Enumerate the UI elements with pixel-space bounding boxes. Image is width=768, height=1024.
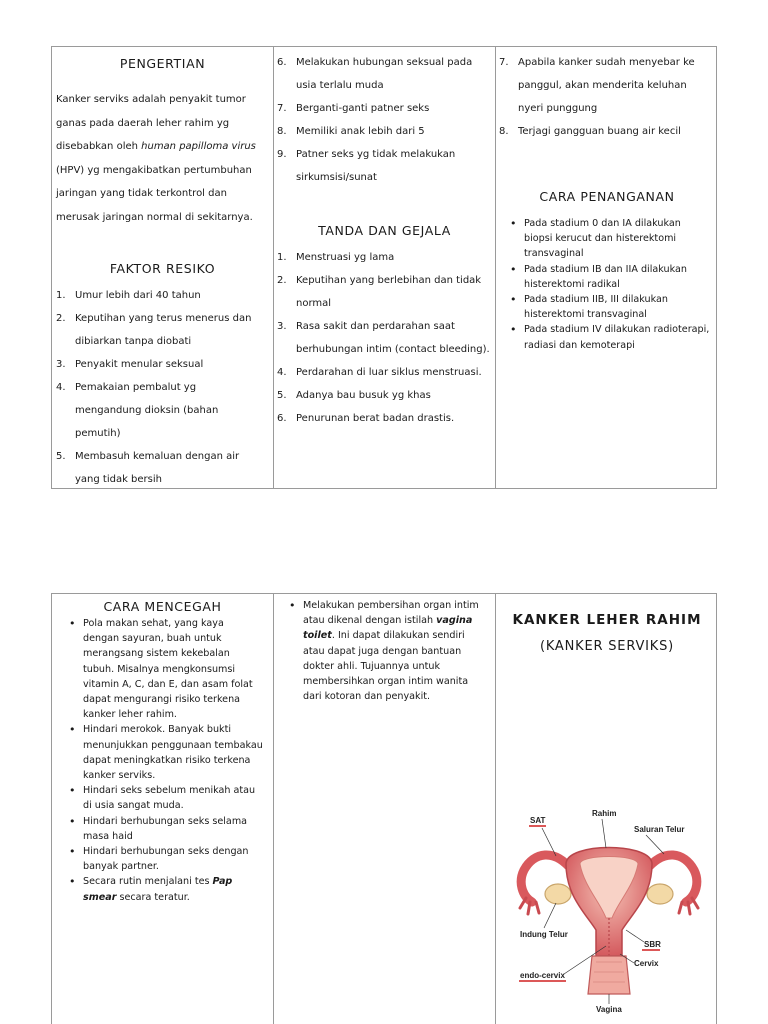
column-mencegah — [52, 594, 274, 1024]
label-rahim: Rahim — [592, 809, 617, 818]
list-item-number: 7. — [277, 103, 287, 114]
list-item-number: 4. — [56, 382, 66, 393]
bullet-item — [67, 814, 263, 844]
list-item-text: Penurunan berat badan drastis. — [296, 413, 455, 424]
list-item — [277, 246, 491, 269]
list-item-text: Melakukan hubungan seksual pada usia terlalu muda — [296, 57, 473, 91]
list-item — [56, 307, 265, 353]
uterus-diagram — [514, 806, 704, 1021]
emphasis-term: Pap smear — [83, 876, 233, 903]
list-item-text: Terjagi gangguan buang air kecil — [518, 126, 681, 137]
faktor-resiko-heading: FAKTOR RESIKO — [109, 261, 216, 276]
column-tanda-gejala — [274, 47, 496, 488]
tanda-gejala-list — [277, 246, 491, 430]
pengertian-paragraph — [56, 88, 267, 229]
right-ovary-shape — [647, 884, 673, 904]
bullet-text: Pola makan sehat, yang kaya dengan sayuran, buah untuk merangsang sistem kekebalan tubuh. Misalnya mengkonsumsi vitamin A, C, dan E, dan asam folat dapat mengurangi risiko terkena kanker leher rahim. — [83, 618, 253, 721]
pengertian-text-cont: (HPV) yg mengakibatkan pertumbuhan jaringan yang tidak terkontrol dan merusak jaringan normal di sekitarnya. — [56, 164, 253, 223]
penanganan-heading: CARA PENANGANAN — [539, 189, 675, 204]
mencegah-heading: CARA MENCEGAH — [103, 599, 222, 614]
list-item — [277, 315, 491, 361]
list-item-number: 1. — [277, 252, 287, 263]
emphasis-term: vagina toilet — [303, 615, 473, 642]
list-item-number: 5. — [277, 390, 287, 401]
list-item-text: Apabila kanker sudah menyebar ke panggul, akan menderita keluhan nyeri punggung — [518, 57, 695, 114]
list-item-number: 2. — [277, 275, 287, 286]
list-item-number: 3. — [277, 321, 287, 332]
bullet-text: Hindari merokok. Banyak bukti menunjukkan penggunaan tembakau dapat meningkatkan risiko terkena kanker serviks. — [83, 724, 263, 782]
list-item-number: 1. — [56, 290, 66, 301]
bullet-text: secara teratur. — [116, 891, 190, 903]
list-item-text: Adanya bau busuk yg khas — [296, 390, 431, 401]
bullet-text: Hindari seks sebelum menikah atau di usia sangat muda. — [83, 785, 256, 812]
list-item-number: 6. — [277, 413, 287, 424]
label-saluran-telur: Saluran Telur — [634, 825, 685, 834]
bullet-item: • Pada stadium IV dilakukan radioterapi, radiasi dan kemoterapi — [508, 322, 710, 352]
label-sat: SAT — [530, 816, 546, 825]
list-item — [277, 269, 491, 315]
list-item-number: 8. — [277, 126, 287, 137]
bullet-text: Hindari berhubungan seks dengan banyak partner. — [83, 846, 249, 873]
bullet-item — [287, 598, 479, 704]
list-item-text: Menstruasi yg lama — [296, 252, 395, 263]
cover-title: KANKER LEHER RAHIM — [512, 612, 702, 628]
list-item-text: Umur lebih dari 40 tahun — [75, 290, 201, 301]
list-item-text: Perdarahan di luar siklus menstruasi. — [296, 367, 482, 378]
bullet-item: • Pada stadium IIB, III dilakukan histerektomi transvaginal — [508, 292, 710, 322]
brochure-inner-panel — [51, 593, 717, 1024]
list-item — [277, 51, 491, 97]
list-item-number: 4. — [277, 367, 287, 378]
list-item-number: 8. — [499, 126, 509, 137]
leader-saluran — [646, 835, 664, 854]
list-item-text: Keputihan yang terus menerus dan dibiarkan tanpa diobati — [75, 313, 252, 347]
pengertian-heading: PENGERTIAN — [119, 56, 206, 71]
pengertian-text: Kanker serviks adalah penyakit tumor ganas pada daerah leher rahim yg disebabkan oleh — [56, 94, 246, 152]
list-item — [277, 384, 491, 407]
cover-subtitle: (KANKER SERVIKS) — [539, 639, 675, 654]
list-item — [56, 284, 265, 307]
list-item — [499, 51, 712, 120]
column-penanganan — [496, 47, 718, 488]
list-item-text: Berganti-ganti patner seks — [296, 103, 430, 114]
list-item-text: Rasa sakit dan perdarahan saat berhubungan intim (contact bleeding). — [296, 321, 490, 355]
bullet-item — [67, 722, 263, 783]
leader-sbr — [626, 930, 644, 942]
list-item-text: Memiliki anak lebih dari 5 — [296, 126, 425, 137]
bullet-item — [67, 616, 263, 722]
list-item — [277, 97, 491, 120]
list-item-text: Pemakaian pembalut yg mengandung dioksin (bahan pemutih) — [75, 382, 219, 439]
label-cervix: Cervix — [634, 959, 659, 968]
bullet-text: Secara rutin menjalani tes — [83, 876, 213, 888]
penanganan-list — [508, 216, 710, 353]
bullet-item — [67, 783, 263, 813]
faktor-resiko-list — [56, 284, 265, 491]
list-item — [56, 376, 265, 445]
label-endo-cervix: endo-cervix — [520, 971, 565, 980]
list-item-text: Membasuh kemaluan dengan air yang tidak bersih — [75, 451, 240, 485]
hpv-term: human papilloma virus — [141, 141, 256, 152]
bullet-item — [67, 844, 263, 874]
leader-rahim — [602, 819, 606, 848]
list-item-number: 7. — [499, 57, 509, 68]
bullet-item — [67, 874, 263, 904]
faktor-resiko-list-cont — [277, 51, 491, 189]
label-vagina: Vagina — [596, 1005, 622, 1014]
list-item-number: 6. — [277, 57, 287, 68]
bullet-item: • Pada stadium IB dan IIA dilakukan histerektomi radikal — [508, 262, 710, 292]
mencegah-list — [67, 616, 263, 905]
list-item — [56, 353, 265, 376]
bullet-item: • Pada stadium 0 dan IA dilakukan biopsi kerucut dan histerektomi transvaginal — [508, 216, 710, 262]
list-item — [277, 120, 491, 143]
bullet-text: Hindari berhubungan seks selama masa haid — [83, 815, 248, 842]
bullet-text: . Ini dapat dilakukan sendiri atau dapat juga dengan bantuan dokter ahli. Tujuannya untuk membersihkan organ intim wanita dari kotoran dan penyakit. — [303, 630, 469, 703]
brochure-outer-panel — [51, 46, 717, 489]
list-item — [277, 407, 491, 430]
list-item-text: Patner seks yg tidak melakukan sirkumsisi/sunat — [296, 149, 456, 183]
column-mencegah-cont — [274, 594, 496, 1024]
list-item-number: 3. — [56, 359, 66, 370]
list-item-number: 5. — [56, 451, 66, 462]
bullet-text: Melakukan pembersihan organ intim atau dikenal dengan istilah — [303, 600, 479, 627]
list-item-text: Keputihan yang berlebihan dan tidak normal — [296, 275, 482, 309]
mencegah-list-cont — [287, 598, 479, 704]
column-cover — [496, 594, 718, 1024]
tanda-gejala-list-cont — [499, 51, 712, 143]
left-ovary-shape — [545, 884, 571, 904]
leader-indung — [544, 903, 556, 928]
list-item-number: 2. — [56, 313, 66, 324]
list-item — [56, 445, 265, 491]
label-sbr: SBR — [644, 940, 661, 949]
list-item-text: Penyakit menular seksual — [75, 359, 204, 370]
tanda-gejala-heading: TANDA DAN GEJALA — [318, 223, 451, 238]
list-item — [499, 120, 712, 143]
list-item-number: 9. — [277, 149, 287, 160]
list-item — [277, 361, 491, 384]
list-item — [277, 143, 491, 189]
label-indung-telur: Indung Telur — [520, 930, 568, 939]
column-pengertian — [52, 47, 274, 488]
